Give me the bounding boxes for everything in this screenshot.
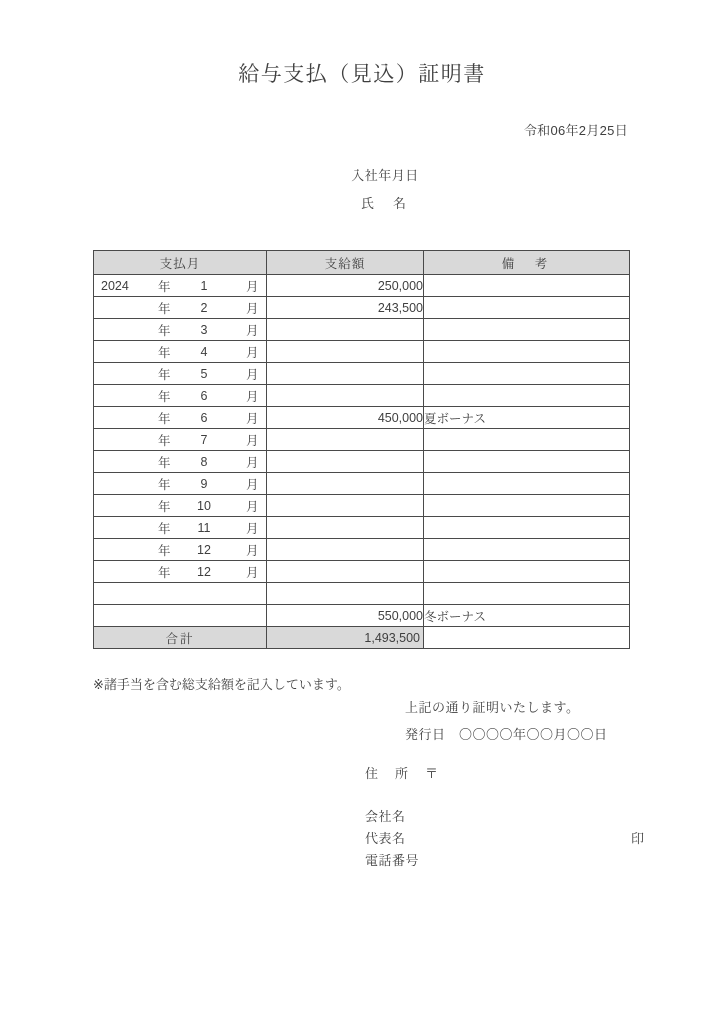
year-kanji: 年 <box>158 367 171 382</box>
month-kanji: 月 <box>246 367 259 382</box>
cell-amount <box>267 341 424 363</box>
month-year-value: 2024 <box>101 278 129 293</box>
cell-month <box>94 297 267 319</box>
total-label: 合計 <box>94 627 267 649</box>
table-row <box>94 319 630 341</box>
cell-amount <box>267 561 424 583</box>
year-kanji: 年 <box>158 477 171 492</box>
month-number-value: 7 <box>200 432 208 447</box>
table-row <box>94 341 630 363</box>
month-kanji: 月 <box>246 389 259 404</box>
table-body <box>94 275 630 649</box>
cell-note <box>424 583 630 605</box>
table-row <box>94 561 630 583</box>
cell-note <box>424 429 630 451</box>
address-line: 住 所 〒 <box>365 766 441 781</box>
month-number-value: 10 <box>197 498 211 513</box>
cell-month <box>94 385 267 407</box>
column-header-note: 備 考 <box>424 251 630 275</box>
cell-note <box>424 451 630 473</box>
company-block <box>365 806 644 872</box>
cell-month <box>94 495 267 517</box>
cell-month <box>94 275 267 297</box>
certification-block <box>405 697 608 751</box>
table-row <box>94 583 630 605</box>
cell-month <box>94 363 267 385</box>
cell-note <box>424 341 630 363</box>
month-kanji: 月 <box>246 323 259 338</box>
table-row <box>94 539 630 561</box>
table-row <box>94 451 630 473</box>
cell-note <box>424 275 630 297</box>
page-title: 給与支払（見込）証明書 <box>238 63 486 86</box>
phone-row <box>365 850 629 872</box>
seal-mark: 印 <box>630 831 644 846</box>
month-number-value: 1 <box>200 278 208 293</box>
year-kanji: 年 <box>158 301 171 316</box>
month-number-value: 12 <box>197 564 211 579</box>
cell-month <box>94 341 267 363</box>
table-row <box>94 473 630 495</box>
year-kanji: 年 <box>158 345 171 360</box>
cell-amount <box>267 319 424 341</box>
company-name-row <box>365 806 629 828</box>
table-total-row <box>94 627 630 649</box>
year-kanji: 年 <box>158 323 171 338</box>
total-note <box>424 627 630 649</box>
total-amount: 1,493,500 <box>267 627 424 649</box>
month-kanji: 月 <box>246 411 259 426</box>
cell-note <box>424 561 630 583</box>
cell-amount <box>267 583 424 605</box>
month-kanji: 月 <box>246 455 259 470</box>
table-row <box>94 275 630 297</box>
cell-month <box>94 561 267 583</box>
month-number-value: 6 <box>200 388 208 403</box>
cell-note <box>424 539 630 561</box>
cell-month <box>94 407 267 429</box>
table-row <box>94 297 630 319</box>
cell-amount: 250,000 <box>267 275 424 297</box>
month-number-value: 12 <box>197 542 211 557</box>
phone-label: 電話番号 <box>365 853 420 868</box>
cell-amount <box>267 473 424 495</box>
month-number-value: 3 <box>200 322 208 337</box>
month-kanji: 月 <box>246 301 259 316</box>
cell-month <box>94 583 267 605</box>
cell-month <box>94 605 267 627</box>
table-row <box>94 407 630 429</box>
year-kanji: 年 <box>158 455 171 470</box>
month-number-value: 5 <box>200 366 208 381</box>
month-kanji: 月 <box>246 521 259 536</box>
column-header-month: 支払月 <box>94 251 267 275</box>
cell-amount <box>267 539 424 561</box>
cell-note <box>424 517 630 539</box>
cell-note <box>424 363 630 385</box>
footnote: ※諸手当を含む総支給額を記入しています。 <box>93 677 350 692</box>
issue-date: 令和06年2月25日 <box>523 123 628 138</box>
cell-note <box>424 385 630 407</box>
representative-row <box>365 828 644 850</box>
table-row <box>94 385 630 407</box>
cell-amount: 243,500 <box>267 297 424 319</box>
month-kanji: 月 <box>246 543 259 558</box>
month-kanji: 月 <box>246 433 259 448</box>
month-kanji: 月 <box>246 499 259 514</box>
cell-amount <box>267 385 424 407</box>
cell-amount <box>267 363 424 385</box>
year-kanji: 年 <box>158 565 171 580</box>
company-name-label: 会社名 <box>365 809 406 824</box>
cell-month <box>94 539 267 561</box>
month-kanji: 月 <box>246 477 259 492</box>
cell-month <box>94 429 267 451</box>
certification-statement: 上記の通り証明いたします。 <box>405 700 580 715</box>
cell-month <box>94 473 267 495</box>
table-row <box>94 429 630 451</box>
year-kanji: 年 <box>158 279 171 294</box>
cell-amount <box>267 429 424 451</box>
month-kanji: 月 <box>246 565 259 580</box>
cell-month <box>94 517 267 539</box>
cell-amount <box>267 517 424 539</box>
cell-note <box>424 495 630 517</box>
representative-label: 代表名 <box>365 831 406 846</box>
payment-table <box>93 250 630 649</box>
month-number-value: 4 <box>200 344 208 359</box>
table-header-row <box>94 251 630 275</box>
year-kanji: 年 <box>158 521 171 536</box>
month-kanji: 月 <box>246 345 259 360</box>
cell-note: 冬ボーナス <box>424 605 630 627</box>
year-kanji: 年 <box>158 411 171 426</box>
cell-month <box>94 319 267 341</box>
employee-name-label: 氏 名 <box>360 196 409 211</box>
month-number-value: 6 <box>200 410 208 425</box>
cell-note: 夏ボーナス <box>424 407 630 429</box>
table-row <box>94 517 630 539</box>
table-row <box>94 495 630 517</box>
employee-info-block <box>0 165 724 221</box>
month-number-value: 11 <box>197 520 211 535</box>
table-row <box>94 363 630 385</box>
year-kanji: 年 <box>158 389 171 404</box>
cell-note <box>424 473 630 495</box>
cell-month <box>94 451 267 473</box>
cell-amount <box>267 451 424 473</box>
cell-note <box>424 319 630 341</box>
month-number-value: 8 <box>200 454 208 469</box>
month-number-value: 2 <box>200 300 208 315</box>
hire-date-label: 入社年月日 <box>351 168 419 183</box>
issue-date-blank-line: 発行日 〇〇〇〇年〇〇月〇〇日 <box>405 727 608 742</box>
year-kanji: 年 <box>158 543 171 558</box>
table-header <box>94 251 630 275</box>
column-header-amount: 支給額 <box>267 251 424 275</box>
cell-amount: 550,000 <box>267 605 424 627</box>
year-kanji: 年 <box>158 499 171 514</box>
year-kanji: 年 <box>158 433 171 448</box>
cell-amount <box>267 495 424 517</box>
table-row <box>94 605 630 627</box>
cell-note <box>424 297 630 319</box>
month-number-value: 9 <box>200 476 208 491</box>
cell-amount: 450,000 <box>267 407 424 429</box>
month-kanji: 月 <box>246 279 259 294</box>
